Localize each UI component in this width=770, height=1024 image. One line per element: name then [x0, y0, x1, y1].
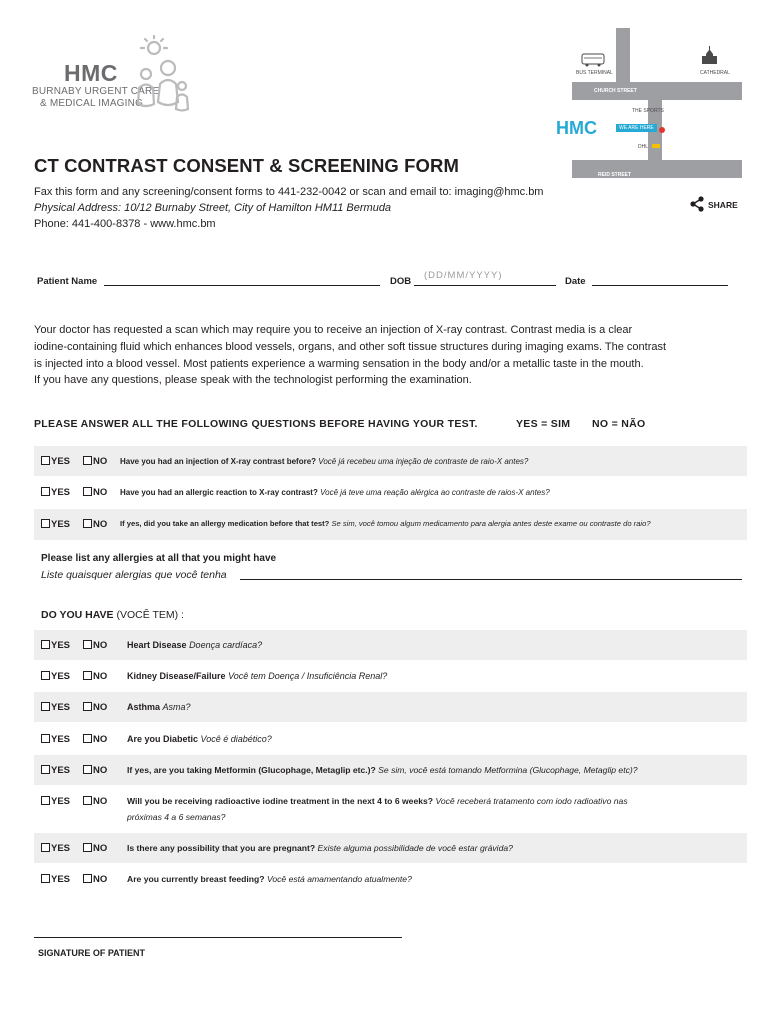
signature-label: SIGNATURE OF PATIENT	[38, 948, 145, 958]
do-you-have-en: DO YOU HAVE	[41, 609, 114, 621]
question-pt: Se sim, você tomou algum medicamento para alergia antes deste exame ou contraste do raio?	[331, 519, 651, 528]
question-row	[34, 833, 747, 863]
no-label: NO	[93, 519, 108, 530]
question-text-cont	[127, 812, 225, 822]
yes-label: YES	[51, 765, 71, 776]
checkbox-icon[interactable]	[83, 843, 92, 852]
yes-checkbox[interactable]	[41, 843, 70, 854]
question-en: Asthma	[127, 702, 161, 712]
instructions-heading: PLEASE ANSWER ALL THE FOLLOWING QUESTIONS BEFORE HAVING YOUR TEST.	[34, 418, 478, 430]
yes-checkbox[interactable]	[41, 874, 70, 885]
no-checkbox[interactable]	[83, 765, 107, 776]
share-button[interactable]: SHARE	[708, 200, 738, 210]
question-en: If yes, did you take an allergy medication before that test?	[120, 519, 330, 528]
allergies-heading-pt: Liste quaisquer alergias que você tenha	[41, 569, 227, 581]
physical-address: Physical Address: 10/12 Burnaby Street, City of Hamilton HM11 Bermuda	[34, 202, 392, 214]
checkbox-icon[interactable]	[83, 765, 92, 774]
no-label: NO	[93, 456, 108, 467]
yes-key: YES = SIM	[516, 418, 571, 430]
dob-label: DOB	[390, 276, 412, 287]
no-checkbox[interactable]	[83, 843, 107, 854]
checkbox-icon[interactable]	[83, 702, 92, 711]
question-en: Have you had an injection of X-ray contrast before?	[120, 457, 317, 466]
question-pt: Você tem Doença / Insuficiência Renal?	[228, 671, 388, 681]
no-checkbox[interactable]	[83, 734, 107, 745]
no-label: NO	[93, 702, 108, 713]
question-row	[34, 661, 747, 691]
yes-label: YES	[51, 671, 71, 682]
no-label: NO	[93, 734, 108, 745]
dob-placeholder: (DD/MM/YYYY)	[424, 270, 503, 281]
checkbox-icon[interactable]	[41, 487, 50, 496]
yes-label: YES	[51, 519, 71, 530]
question-pt: Asma?	[162, 702, 191, 712]
yes-label: YES	[51, 843, 71, 854]
no-label: NO	[93, 671, 108, 682]
question-text	[127, 734, 272, 744]
intro-line: If you have any questions, please speak with the technologist performing the examination.	[34, 374, 472, 387]
no-key: NO = NÃO	[592, 418, 646, 430]
form-title: CT CONTRAST CONSENT & SCREENING FORM	[34, 155, 459, 176]
question-en: Are you currently breast feeding?	[127, 874, 265, 884]
question-row	[34, 724, 747, 754]
no-label: NO	[93, 874, 108, 885]
question-text	[127, 640, 262, 650]
question-row	[34, 755, 747, 785]
hmc-logo	[32, 34, 202, 124]
yes-checkbox[interactable]	[41, 640, 70, 651]
location-map	[556, 26, 744, 192]
do-you-have-heading	[41, 609, 184, 621]
question-row	[34, 630, 747, 660]
intro-line: iodine-containing fluid which enhances blood vessels, organs, and other soft tissue structures during imaging exams. The contrast	[34, 340, 667, 353]
logo-line-2: & MEDICAL IMAGING	[40, 98, 144, 109]
yes-label: YES	[51, 702, 71, 713]
logo-line-1: BURNABY URGENT CARE	[32, 86, 160, 97]
intro-line: is injected into a blood vessel. Most patients experience a warming sensation in the body and/or a metallic taste in the mouth.	[34, 357, 644, 370]
question-pt: Doença cardíaca?	[189, 640, 263, 650]
checkbox-icon[interactable]	[83, 874, 92, 883]
no-checkbox[interactable]	[83, 671, 107, 682]
checkbox-icon[interactable]	[83, 487, 92, 496]
fax-instructions: Fax this form and any screening/consent forms to 441-232-0042 or scan and email to: imaging@hmc.bm	[34, 186, 544, 198]
question-text	[120, 519, 651, 528]
checkbox-icon[interactable]	[83, 671, 92, 680]
map-label-bus-terminal: BUS TERMINAL	[576, 70, 613, 76]
no-checkbox[interactable]	[83, 874, 107, 885]
map-label-reid-street: REID STREET	[598, 172, 632, 178]
we-are-here-marker: WE ARE HERE	[616, 124, 657, 132]
yes-label: YES	[51, 874, 71, 885]
yes-checkbox[interactable]	[41, 765, 70, 776]
no-checkbox[interactable]	[83, 519, 107, 530]
question-en: Kidney Disease/Failure	[127, 671, 226, 681]
question-text	[127, 796, 628, 806]
question-en: If yes, are you taking Metformin (Glucophage, Metaglip etc.)?	[127, 765, 376, 775]
question-pt: Você receberá tratamento com iodo radioativo nas	[435, 796, 628, 806]
checkbox-icon[interactable]	[41, 796, 50, 805]
yes-label: YES	[51, 456, 71, 467]
yes-checkbox[interactable]	[41, 702, 70, 713]
question-row	[34, 786, 747, 832]
question-en: Is there any possibility that you are pregnant?	[127, 843, 316, 853]
question-en: Have you had an allergic reaction to X-ray contrast?	[120, 488, 318, 497]
no-checkbox[interactable]	[83, 640, 107, 651]
yes-checkbox[interactable]	[41, 796, 70, 807]
question-pt: Você já recebeu uma injeção de contraste de raio-X antes?	[318, 457, 529, 466]
map-hmc-logo: HMC	[556, 118, 597, 138]
question-text	[127, 765, 638, 775]
checkbox-icon[interactable]	[83, 519, 92, 528]
phone-website: Phone: 441-400-8378 - www.hmc.bm	[34, 218, 216, 230]
yes-label: YES	[51, 734, 71, 745]
allergies-heading: Please list any allergies at all that you might have	[41, 553, 277, 564]
question-en: Will you be receiving radioactive iodine treatment in the next 4 to 6 weeks?	[127, 796, 434, 806]
no-label: NO	[93, 796, 108, 807]
logo-wordmark: HMC	[64, 60, 118, 86]
no-checkbox[interactable]	[83, 456, 107, 467]
question-row	[34, 864, 747, 894]
no-checkbox[interactable]	[83, 487, 107, 498]
checkbox-icon[interactable]	[41, 843, 50, 852]
date-field[interactable]	[592, 285, 728, 286]
patient-name-label: Patient Name	[37, 276, 98, 287]
yes-label: YES	[51, 487, 71, 498]
question-row	[34, 692, 747, 722]
checkbox-icon[interactable]	[41, 874, 50, 883]
question-pt: Você é diabético?	[200, 734, 272, 744]
no-label: NO	[93, 765, 108, 776]
map-label-cedar-ave: CEDAR AVE	[670, 41, 676, 70]
question-pt: Você já teve uma reação alérgica ao contraste de raios-X antes?	[320, 488, 550, 497]
checkbox-icon[interactable]	[41, 765, 50, 774]
question-pt-cont: próximas 4 a 6 semanas?	[127, 812, 226, 822]
share-icon[interactable]	[690, 196, 704, 212]
checkbox-icon[interactable]	[41, 519, 50, 528]
yes-label: YES	[51, 640, 71, 651]
dob-field[interactable]	[414, 285, 556, 286]
yes-checkbox[interactable]	[41, 734, 70, 745]
intro-line: Your doctor has requested a scan which may require you to receive an injection of X-ray contrast. Contrast media is a clear	[34, 324, 633, 336]
question-row	[34, 509, 747, 540]
question-row	[34, 477, 747, 507]
question-text	[127, 843, 513, 853]
family-icon	[132, 34, 194, 114]
map-label-church-street: CHURCH STREET	[594, 88, 637, 94]
checkbox-icon[interactable]	[41, 456, 50, 465]
no-checkbox[interactable]	[83, 702, 107, 713]
checkbox-icon[interactable]	[83, 734, 92, 743]
question-row	[34, 446, 747, 476]
map-label-dhl: DHL	[638, 144, 649, 150]
signature-field[interactable]	[34, 937, 402, 938]
checkbox-icon[interactable]	[41, 671, 50, 680]
question-text	[127, 874, 412, 884]
no-label: NO	[93, 487, 108, 498]
allergies-field[interactable]	[240, 579, 742, 580]
checkbox-icon[interactable]	[41, 734, 50, 743]
yes-checkbox[interactable]	[41, 456, 70, 467]
map-label-the-sports: THE SPORTS	[632, 108, 664, 114]
yes-checkbox[interactable]	[41, 519, 70, 530]
question-text	[127, 671, 387, 681]
date-label: Date	[565, 276, 586, 287]
map-label-cathedral: CATHEDRAL	[700, 70, 730, 76]
no-checkbox[interactable]	[83, 796, 107, 807]
question-pt: Existe alguma possibilidade de você estar grávida?	[317, 843, 513, 853]
patient-name-field[interactable]	[104, 285, 380, 286]
no-label: NO	[93, 843, 108, 854]
question-pt: Se sim, você está tomando Metformina (Glucophage, Metaglip etc)?	[378, 765, 638, 775]
checkbox-icon[interactable]	[41, 702, 50, 711]
intro-paragraph	[34, 322, 714, 389]
yes-checkbox[interactable]	[41, 671, 70, 682]
map-label-burnaby-street: BURNABY STREET	[670, 109, 676, 156]
question-en: Heart Disease	[127, 640, 187, 650]
question-text	[127, 702, 191, 712]
yes-label: YES	[51, 796, 71, 807]
checkbox-icon[interactable]	[41, 640, 50, 649]
question-text	[120, 457, 528, 466]
checkbox-icon[interactable]	[83, 456, 92, 465]
do-you-have-pt: (VOCÊ TEM) :	[116, 609, 184, 621]
yes-checkbox[interactable]	[41, 487, 70, 498]
question-text	[120, 488, 550, 497]
no-label: NO	[93, 640, 108, 651]
checkbox-icon[interactable]	[83, 796, 92, 805]
checkbox-icon[interactable]	[83, 640, 92, 649]
question-pt: Você está amamentando atualmente?	[266, 874, 412, 884]
question-en: Are you Diabetic	[127, 734, 199, 744]
